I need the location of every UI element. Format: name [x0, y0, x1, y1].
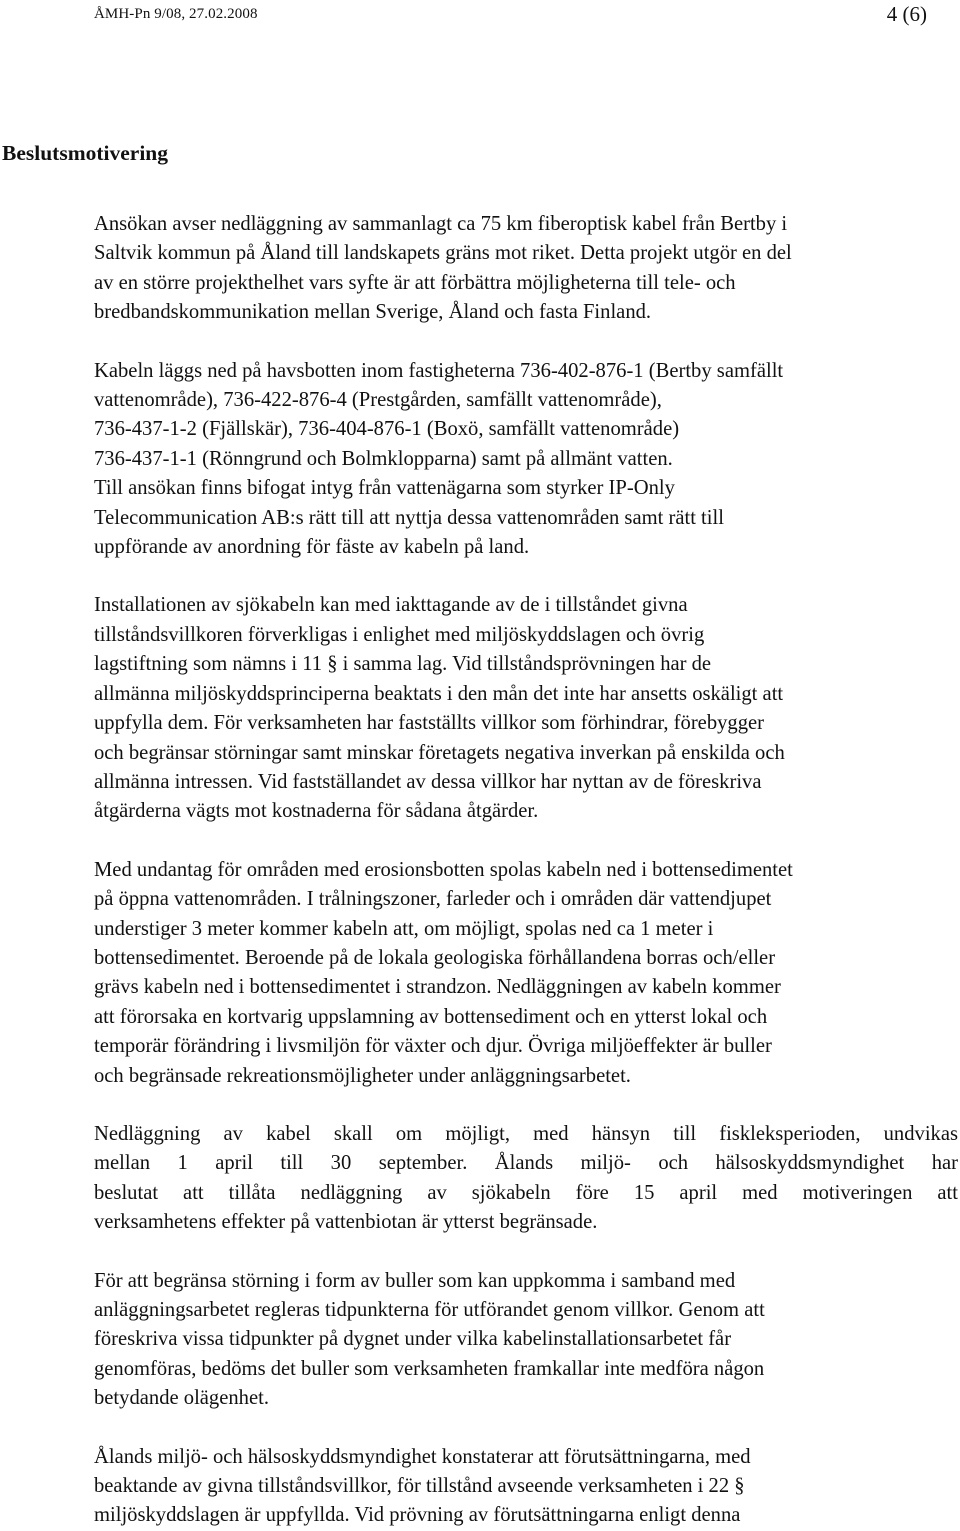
text-line: betydande olägenhet.: [94, 1387, 269, 1410]
text-line: Med undantag för områden med erosionsbotten spolas kabeln ned i bottensedimentet: [94, 858, 793, 881]
text-line: understiger 3 meter kommer kabeln att, om möjligt, spolas ned ca 1 meter i: [94, 917, 714, 940]
text-line: mellan 1 april till 30 september. Ålands miljö- och hälsoskyddsmyndighet har: [94, 1152, 958, 1175]
text-line: Telecommunication AB:s rätt till att nyttja dessa vattenområden samt rätt till: [94, 506, 724, 529]
text-line: 736-437-1-1 (Rönngrund och Bolmklopparna) samt på allmänt vatten.: [94, 447, 673, 470]
text-line: vattenområde), 736-422-876-4 (Prestgården, samfällt vattenområde),: [94, 389, 662, 412]
page-header: [0, 0, 960, 30]
text-line: genomföras, bedöms det buller som verksamheten framkallar inte medföra någon: [94, 1357, 765, 1380]
text-line: Kabeln läggs ned på havsbotten inom fastigheterna 736-402-876-1 (Bertby samfällt: [94, 359, 784, 382]
text-line: och begränsade rekreationsmöjligheter under anläggningsarbetet.: [94, 1064, 631, 1087]
text-line: Ansökan avser nedläggning av sammanlagt ca 75 km fiberoptisk kabel från Bertby i: [94, 213, 788, 235]
document-reference: ÅMH-Pn 9/08, 27.02.2008: [94, 6, 258, 22]
paragraph-properties: [94, 357, 958, 563]
text-line: allmänna miljöskyddsprinciperna beaktats i den mån det inte har ansetts oskäligt att: [94, 682, 784, 705]
text-line: anläggningsarbetet regleras tidpunkterna för utförandet genom villkor. Genom att: [94, 1299, 765, 1321]
text-line: allmänna intressen. Vid fastställandet av dessa villkor har nyttan av de föreskriva: [94, 770, 762, 793]
text-line: att förorsaka en kortvarig uppslamning av bottensediment och en ytterst lokal och: [94, 1005, 768, 1028]
text-line: För att begränsa störning i form av buller som kan uppkomma i samband med: [94, 1269, 736, 1292]
text-line: av en större projekthelhet vars syfte är att förbättra möjligheterna till tele- och: [94, 271, 736, 294]
section-heading: Beslutsmotivering: [2, 141, 169, 165]
text-line: tillståndsvillkoren förverkligas i enlighet med miljöskyddslagen och övrig: [94, 623, 705, 646]
text-line: Installationen av sjökabeln kan med iakttagande av de i tillståndet givna: [94, 594, 688, 617]
text-line: på öppna vattenområden. I trålningszoner, farleder och i områden där vattendjupet: [94, 888, 772, 911]
text-line: 736-437-1-2 (Fjällskär), 736-404-876-1 (Boxö, samfällt vattenområde): [94, 418, 680, 441]
paragraph-sediment: [94, 856, 958, 1091]
text-line: beaktande av givna tillståndsvillkor, för tillstånd avseende verksamheten i 22 §: [94, 1475, 745, 1498]
text-line: och begränsar störningar samt minskar företagets negativa inverkan på enskilda och: [94, 741, 785, 764]
text-line: temporär förändring i livsmiljön för växter och djur. Övriga miljöeffekter är buller: [94, 1035, 772, 1058]
text-line: uppförande av anordning för fäste av kabeln på land.: [94, 536, 530, 559]
text-line: verksamhetens effekter på vattenbiotan är ytterst begränsade.: [94, 1211, 598, 1234]
text-line: bredbandskommunikation mellan Sverige, Åland och fasta Finland.: [94, 301, 652, 324]
text-line: lagstiftning som nämns i 11 § i samma lag. Vid tillståndsprövningen har de: [94, 653, 712, 676]
text-line: miljöskyddslagen är uppfyllda. Vid prövning av förutsättningarna enligt denna: [94, 1504, 741, 1527]
text-line: Nedläggning av kabel skall om möjligt, med hänsyn till fiskleksperioden, undvikas: [94, 1122, 958, 1145]
paragraph-conclusion: [94, 1443, 958, 1531]
text-line: grävs kabeln ned i bottensedimentet i strandzon. Nedläggningen av kabeln kommer: [94, 976, 781, 999]
text-line: Till ansökan finns bifogat intyg från vattenägarna som styrker IP-Only: [94, 477, 675, 500]
paragraph-spawning-period: [94, 1120, 958, 1238]
text-line: Ålands miljö- och hälsoskyddsmyndighet konstaterar att förutsättningarna, med: [94, 1445, 751, 1468]
paragraph-installation: [94, 591, 958, 826]
text-line: beslutat att tillåta nedläggning av sjökabeln före 15 april med motiveringen att: [94, 1181, 958, 1204]
paragraph-scope: [94, 210, 958, 328]
page-number: 4 (6): [886, 2, 927, 26]
paragraph-noise: [94, 1267, 958, 1414]
text-line: Saltvik kommun på Åland till landskapets gräns mot riket. Detta projekt utgör en del: [94, 242, 792, 265]
document-body: [94, 210, 958, 1531]
text-line: bottensedimentet. Beroende på de lokala geologiska förhållandena borras och/eller: [94, 946, 776, 969]
text-line: föreskriva vissa tidpunkter på dygnet under vilka kabelinstallationsarbetet får: [94, 1328, 732, 1351]
text-line: åtgärderna vägts mot kostnaderna för sådana åtgärder.: [94, 800, 539, 823]
text-line: uppfylla dem. För verksamheten har fastställts villkor som förhindrar, förebygger: [94, 712, 765, 735]
